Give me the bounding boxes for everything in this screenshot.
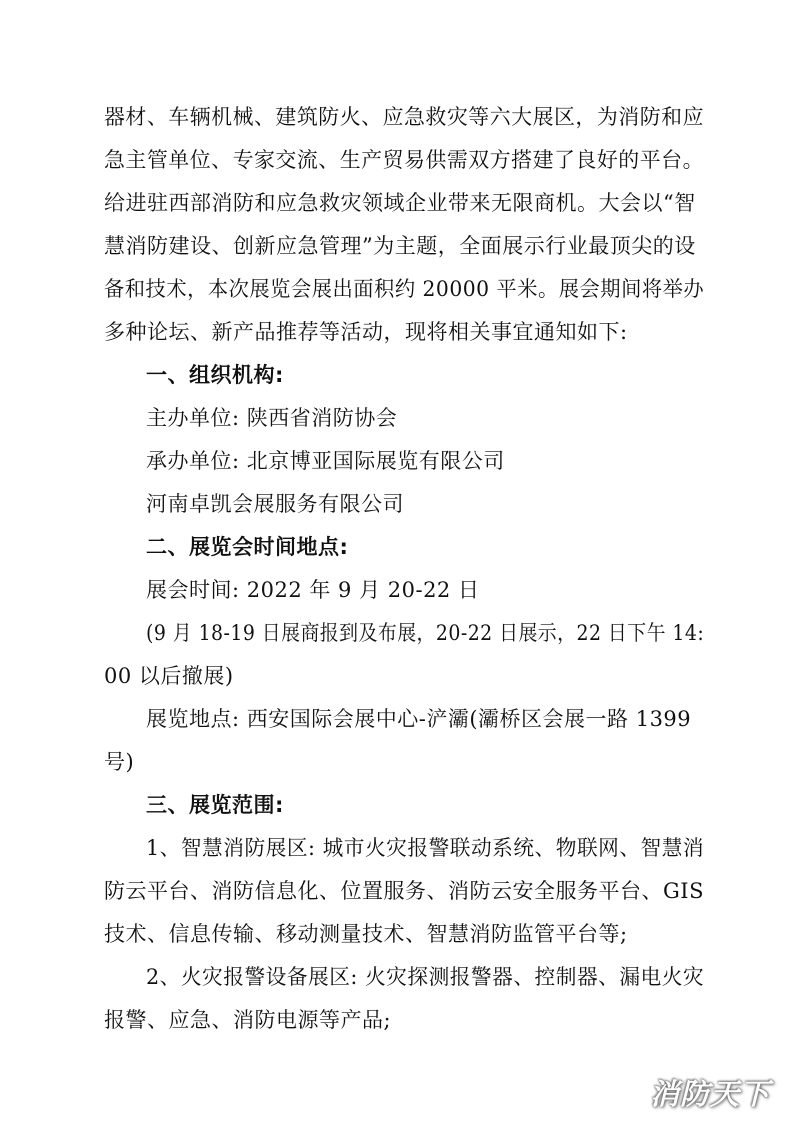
intro-line-5: 备和技术，本次展览会展出面积约 20000 平米。展会期间将举办 (104, 277, 705, 301)
scope-item-2-line-1: 2、火灾报警设备展区: 火灾探测报警器、控制器、漏电火灾 (146, 965, 705, 989)
venue-line-2: 号) (104, 750, 135, 774)
watermark-text: 消防天下 (649, 1076, 770, 1111)
schedule-line-2: 00 以后撤展) (104, 664, 234, 688)
exhibition-time: 展会时间: 2022 年 9 月 20-22 日 (146, 578, 480, 602)
venue-line-1: 展览地点: 西安国际会展中心-浐灞(灞桥区会展一路 1399 (146, 707, 692, 731)
scope-item-1-line-3: 技术、信息传输、移动测量技术、智慧消防监管平台等; (104, 922, 628, 946)
intro-line-2: 急主管单位、专家交流、生产贸易供需双方搭建了良好的平台。 (104, 148, 705, 172)
organizer-unit: 承办单位: 北京博亚国际展览有限公司 (146, 449, 505, 473)
section-heading-time-place: 二、展览会时间地点: (146, 535, 349, 559)
co-organizer-unit: 河南卓凯会展服务有限公司 (146, 492, 404, 516)
watermark-logo (642, 1072, 778, 1112)
intro-line-1: 器材、车辆机械、建筑防火、应急救灾等六大展区，为消防和应 (104, 105, 705, 129)
intro-line-3: 给进驻西部消防和应急救灾领域企业带来无限商机。大会以“智 (104, 191, 696, 215)
section-heading-organization: 一、组织机构: (146, 363, 284, 387)
scope-item-1-line-1: 1、智慧消防展区: 城市火灾报警联动系统、物联网、智慧消 (146, 836, 705, 860)
scope-item-2-line-2: 报警、应急、消防电源等产品; (104, 1008, 392, 1032)
schedule-line-1: (9 月 18-19 日展商报到及布展，20-22 日展示，22 日下午 14: (146, 621, 705, 645)
intro-line-4: 慧消防建设、创新应急管理”为主题，全面展示行业最顶尖的设 (104, 234, 696, 258)
section-heading-scope: 三、展览范围: (146, 793, 284, 817)
intro-line-6: 多种论坛、新产品推荐等活动，现将相关事宜通知如下: (104, 320, 628, 344)
scope-item-1-line-2: 防云平台、消防信息化、位置服务、消防云安全服务平台、GIS (104, 879, 704, 903)
host-unit: 主办单位: 陕西省消防协会 (146, 406, 398, 430)
